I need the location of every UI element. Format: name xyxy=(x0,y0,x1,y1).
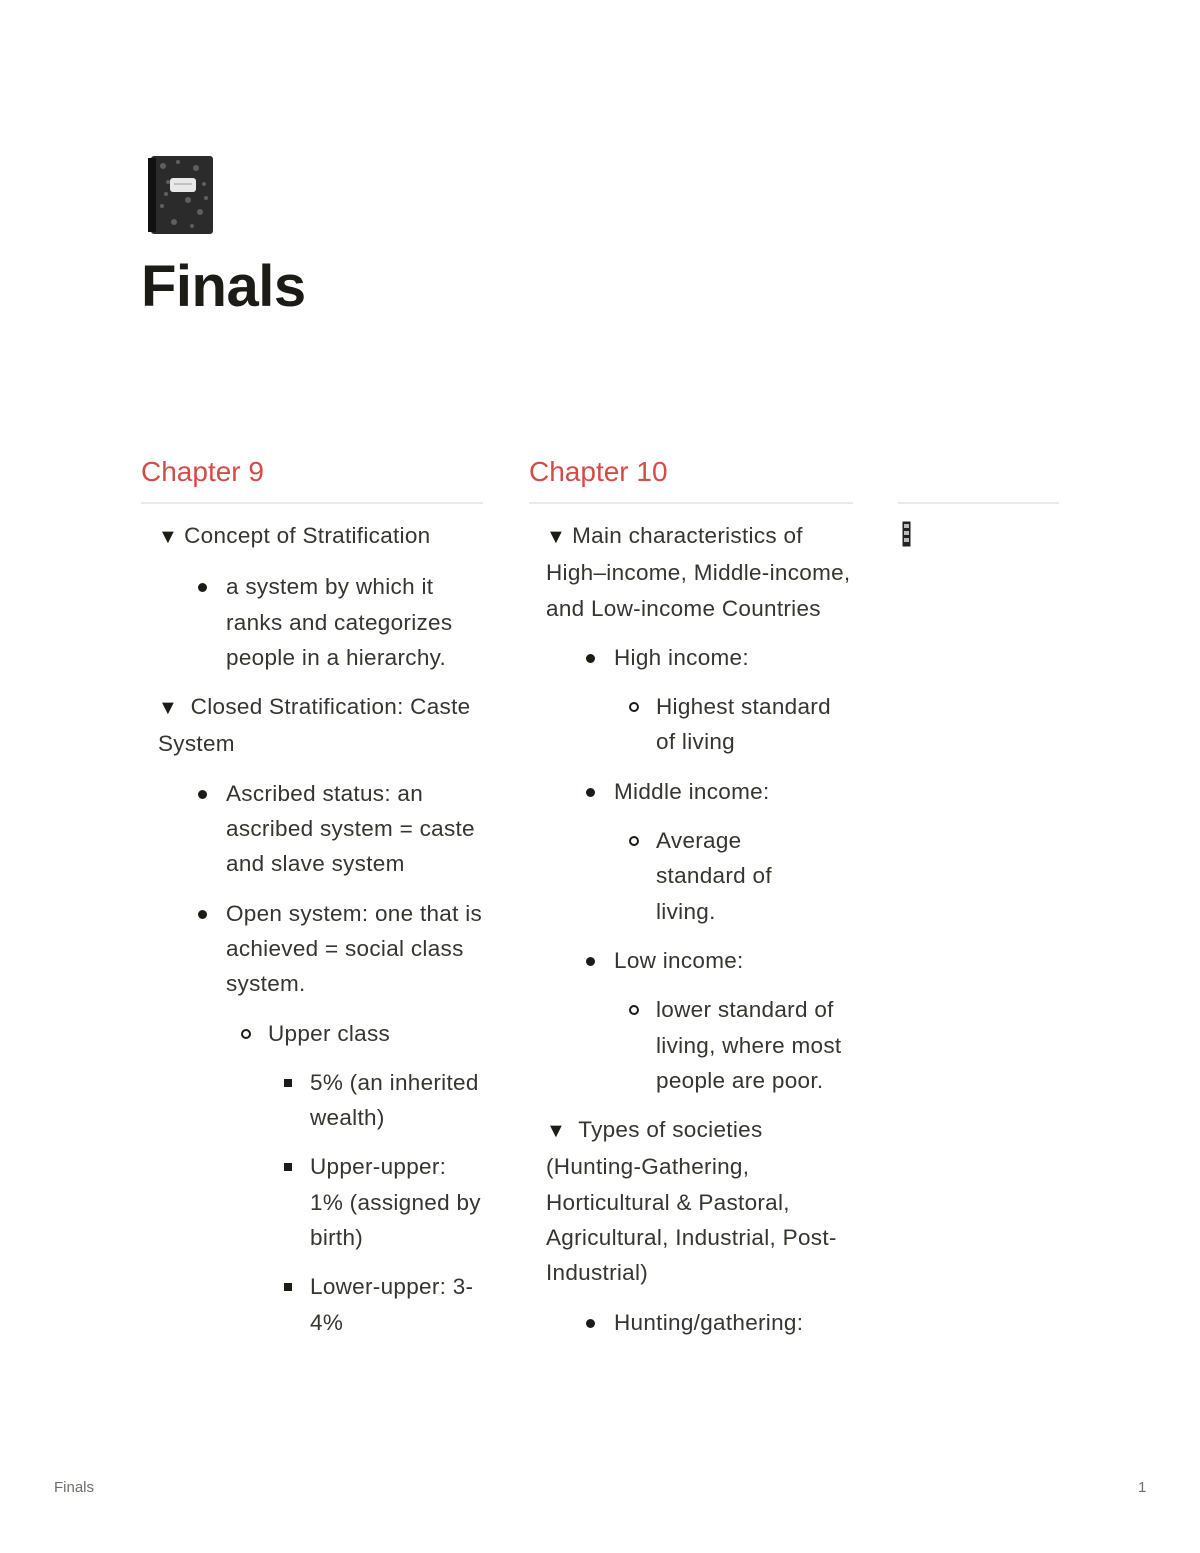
circle-bullet-icon xyxy=(629,836,639,846)
embedded-image-icon xyxy=(902,521,911,547)
toggle-arrow-icon[interactable]: ▼ xyxy=(546,526,567,548)
list-item: Upper-upper: 1% (assigned by birth) xyxy=(141,1149,483,1255)
list-item: lower standard of living, where most people are poor. xyxy=(529,992,853,1098)
toggle-arrow-icon[interactable]: ▼ xyxy=(546,1120,567,1143)
chapter-heading: Chapter 10 xyxy=(529,456,668,487)
list-item: Average standard of living. xyxy=(529,823,853,929)
footer-title: Finals xyxy=(54,1479,95,1496)
bullet-icon xyxy=(198,790,207,799)
square-bullet-icon xyxy=(284,1283,292,1291)
list-item: Lower-upper: 3-4% xyxy=(141,1269,483,1340)
bullet-icon xyxy=(586,957,595,966)
list-item: High income: xyxy=(529,640,853,675)
notebook-icon xyxy=(148,154,216,236)
toggle-arrow-icon[interactable]: ▼ xyxy=(158,526,179,548)
toggle-arrow-icon[interactable]: ▼ xyxy=(158,697,179,720)
bullet-icon xyxy=(198,910,207,919)
page-number: 1 xyxy=(1138,1479,1147,1496)
list-item: a system by which it ranks and categorizes people in a hierarchy. xyxy=(141,569,483,675)
list-item: Low income: xyxy=(529,943,853,978)
chapter-heading: Chapter 9 xyxy=(141,456,264,487)
circle-bullet-icon xyxy=(629,1005,639,1015)
list-item: Highest standard of living xyxy=(529,689,853,760)
list-item: Hunting/gathering: xyxy=(529,1305,853,1340)
circle-bullet-icon xyxy=(241,1029,251,1039)
list-item: Upper class xyxy=(141,1016,483,1051)
bullet-icon xyxy=(586,1319,595,1328)
bullet-icon xyxy=(586,654,595,663)
divider xyxy=(898,502,1059,504)
circle-bullet-icon xyxy=(629,702,639,712)
toggle-types-of-societies[interactable]: ▼ Types of societies (Hunting-Gathering, Horticultural & Pastoral, Agricultural, Industrial, Post-Industrial) xyxy=(546,1117,837,1286)
chapter-10-column xyxy=(529,452,853,1354)
list-item: Middle income: xyxy=(529,774,853,809)
empty-column xyxy=(898,452,1059,518)
square-bullet-icon xyxy=(284,1079,292,1087)
toggle-closed-stratification[interactable]: ▼ Closed Stratification: Caste System xyxy=(158,694,471,757)
toggle-main-characteristics[interactable]: ▼ Main characteristics of High–income, Middle-income, and Low-income Countries xyxy=(546,523,851,621)
page-title: Finals xyxy=(141,254,306,319)
list-item: Ascribed status: an ascribed system = caste and slave system xyxy=(141,776,483,882)
square-bullet-icon xyxy=(284,1163,292,1171)
toggle-concept-of-stratification[interactable]: ▼ Concept of Stratification xyxy=(158,523,431,548)
bullet-icon xyxy=(198,583,207,592)
bullet-icon xyxy=(586,788,595,797)
list-item: Open system: one that is achieved = social class system. xyxy=(141,896,483,1002)
divider xyxy=(141,502,483,504)
list-item: 5% (an inherited wealth) xyxy=(141,1065,483,1136)
chapter-9-column xyxy=(141,452,483,1354)
divider xyxy=(529,502,853,504)
